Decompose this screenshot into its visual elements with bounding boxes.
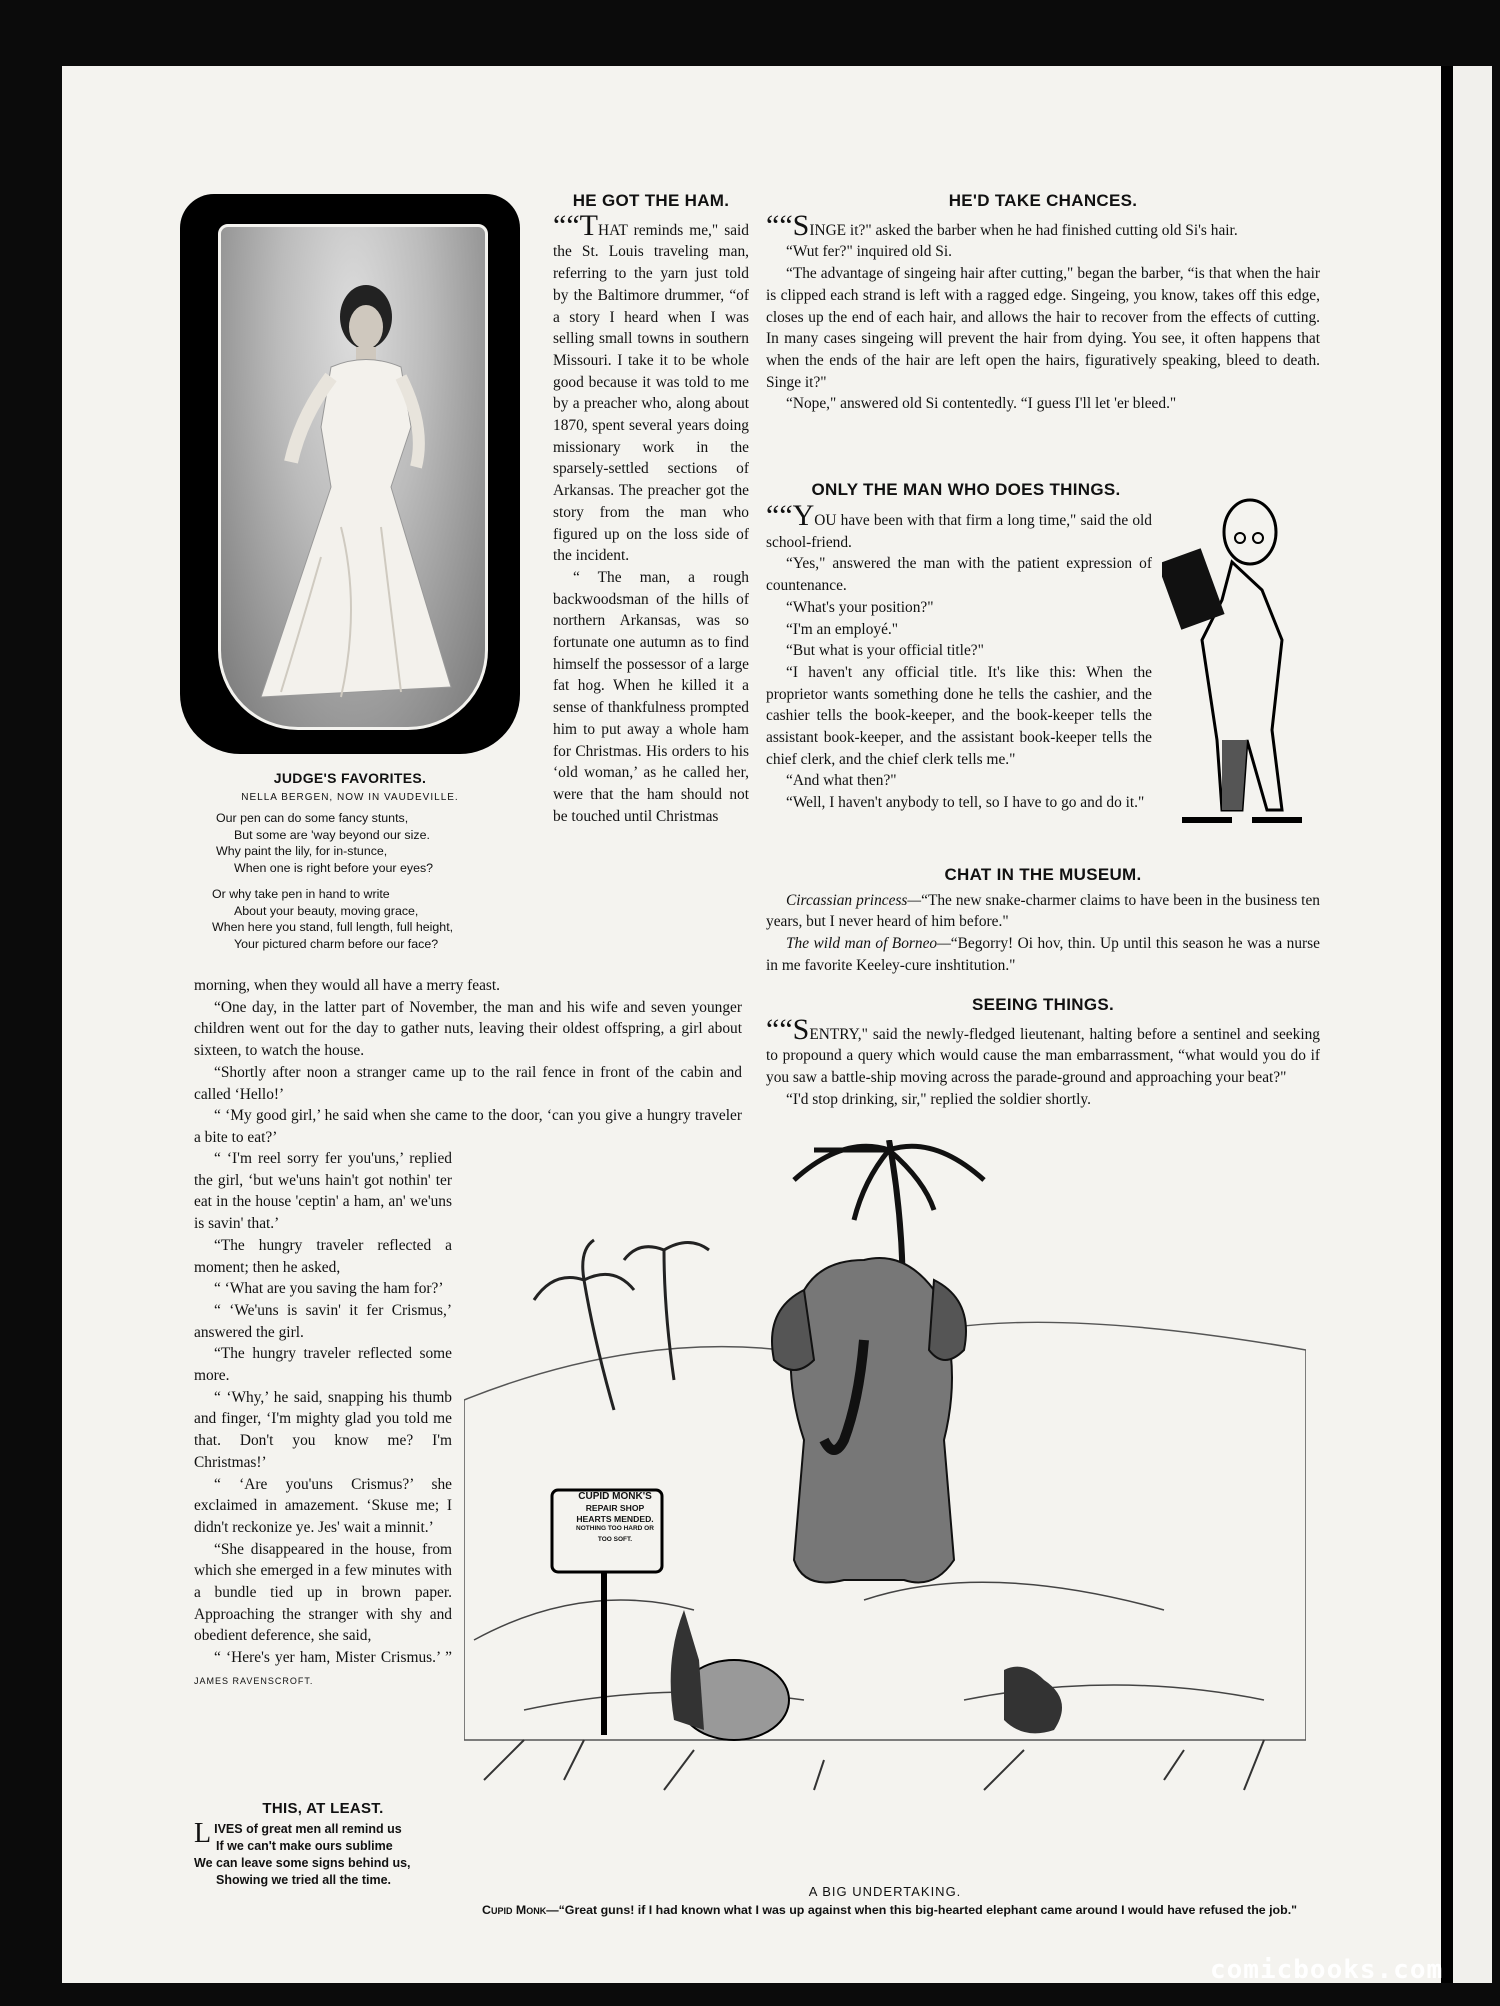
- article-paragraph: “ ‘Are you'uns Crismus?’ she exclaimed in amazement. ‘Skuse me; I didn't reckonize ye. Jes' wait a minnit.’: [194, 1475, 452, 1536]
- article-paragraph: Circassian princess—“The new snake-charmer claims to have been in the business ten years, but I never heard of him before.": [766, 891, 1320, 931]
- article-title: SEEING THINGS.: [971, 995, 1115, 1014]
- article-title: ONLY THE MAN WHO DOES THINGS.: [811, 480, 1121, 499]
- drop-cap: ““T: [553, 208, 598, 242]
- drop-cap: ““S: [766, 1012, 810, 1046]
- article-paragraph: morning, when they would all have a merry feast.: [194, 977, 501, 994]
- article-seeing-things: [766, 994, 1320, 1111]
- poem-line: We can leave some signs behind us,: [194, 1856, 411, 1870]
- article-paragraph: “ ‘We'uns is savin' it fer Crismus,’ answered the girl.: [194, 1301, 452, 1341]
- poem-this-at-least: [194, 1800, 452, 1889]
- portrait-photo: [218, 224, 488, 730]
- article-title: HE GOT THE HAM.: [572, 191, 730, 210]
- article-paragraph: “The hungry traveler reflected some more.: [194, 1345, 452, 1385]
- site-watermark: comicbooks.com: [1210, 1955, 1444, 1985]
- article-paragraph: ““THAT reminds me," said the St. Louis traveling man, referring to the yarn just told by the Baltimore drummer, “of a story I heard when I was selling small towns in southern Missouri. I take it to be whole good because it was told to me by a preacher who, along about 1870, spent several years doing missionary work in the sparsely-settled sections of Arkansas. The preacher got the story from the man who figured up on the loss side of the incident.: [553, 208, 749, 565]
- portrait-poem: [212, 810, 532, 952]
- article-paragraph: “I'd stop drinking, sir," replied the soldier shortly.: [786, 1090, 1091, 1108]
- sign-line: TOO SOFT.: [597, 1536, 633, 1544]
- article-paragraph: ““SINGE it?" asked the barber when he had finished cutting old Si's hair.: [766, 208, 1238, 242]
- portrait-title: JUDGE'S FAVORITES.: [273, 770, 427, 786]
- article-paragraph: “ ‘My good girl,’ he said when she came to the door, ‘can you give a hungry traveler a bite to eat?’: [194, 1107, 742, 1146]
- article-paragraph: “She disappeared in the house, from which she emerged in a few minutes with a bundle tied up in brown paper. Approaching the stranger with shy and obedient deference, she said,: [194, 1540, 452, 1645]
- article-paragraph: “One day, in the latter part of November, the man and his wife and seven younger children went out for the day to gather nuts, leaving their oldest offspring, a girl about sixteen, to watch the house.: [194, 998, 742, 1060]
- portrait-frame: [180, 194, 520, 754]
- article-paragraph: “Nope," answered old Si contentedly. “I guess I'll let 'er bleed.": [786, 395, 1177, 413]
- article-paragraph: “ ‘What are you saving the ham for?’: [214, 1280, 444, 1298]
- article-only-the-man: [766, 499, 1152, 814]
- article-he-got-the-ham-narrow: [194, 1148, 452, 1693]
- article-paragraph: “The advantage of singeing hair after cutting," began the barber, “is that when the hair is clipped each strand is left with a ragged edge. Singeing, you know, takes off this edge, closes up the end of each hair, and allows the hair to recover from the effects of cutting. In many cases singeing will prevent the hair from dying. You see, it often happens that when the ends of the hair are left open the hairs, figuratively speaking, bleed to death. Singe it?": [766, 265, 1320, 391]
- poem-title: THIS, AT LEAST.: [262, 1800, 384, 1817]
- poem-line: Why paint the lily, for in-stunce,: [216, 844, 388, 858]
- article-paragraph: The wild man of Borneo—“Begorry! Oi hov, thin. Up until this season he was a nurse in me favorite Keeley-cure inshtitution.": [766, 935, 1320, 974]
- poem-line: Your pictured charm before our face?: [234, 936, 439, 951]
- drop-cap: ““Y: [766, 499, 815, 532]
- drop-cap: L: [194, 1818, 212, 1849]
- cartoon-caption: Cupid Monk—“Great guns! if I had known what I was up against when this big-hearted elephant came around I would have refused the job.": [482, 1903, 1298, 1917]
- speaker: Cupid Monk—: [482, 1903, 559, 1917]
- poem-line: About your beauty, moving grace,: [234, 903, 419, 918]
- poem-line: When one is right before your eyes?: [234, 860, 434, 875]
- speaker: The wild man of Borneo—: [786, 935, 951, 953]
- author-signature: JAMES RAVENSCROFT.: [194, 1675, 314, 1686]
- portrait-subtitle: NELLA BERGEN, NOW IN VAUDEVILLE.: [241, 792, 459, 803]
- article-paragraph: “I'm an employé.": [786, 620, 899, 638]
- sign-line: NOTHING TOO HARD OR: [576, 1525, 654, 1533]
- article-paragraph: “Well, I haven't anybody to tell, so I have to go and do it.": [786, 794, 1145, 812]
- article-title: HE'D TAKE CHANCES.: [948, 191, 1138, 210]
- article-paragraph: ““SENTRY," said the newly-fledged lieutenant, halting before a sentinel and seeking to propound a query which would cause the man embarrassment, “what would you do if you saw a battle-ship moving across the parade-ground and approaching your beat?": [766, 1012, 1320, 1087]
- article-hed-take-chances: [766, 190, 1320, 415]
- article-he-got-the-ham: [553, 190, 749, 827]
- article-paragraph: “ ‘Here's yer ham, Mister Crismus.’ ” JAMES RAVENSCROFT.: [194, 1649, 452, 1686]
- page-gutter: [1441, 66, 1453, 1983]
- woman-in-gown-illustration: [221, 227, 485, 727]
- clerk-illustration: [1162, 490, 1318, 830]
- poem-line: Or why take pen in hand to write: [212, 887, 390, 901]
- article-paragraph: “ ‘Why,’ he said, snapping his thumb and finger, ‘I'm mighty glad you told me that. Don't you know me? I'm Christmas!’: [194, 1388, 452, 1471]
- article-paragraph: “I haven't any official title. It's like this: When the proprietor wants something done he tells the cashier, and the cashier tells the book-keeper, and the book-keeper tells the assistant book-keeper, and the assistant book-keeper tells the chief clerk, and the chief clerk tells me.": [766, 663, 1152, 768]
- article-paragraph: “But what is your official title?": [786, 642, 984, 660]
- article-paragraph: “The hungry traveler reflected a moment; then he asked,: [194, 1236, 452, 1276]
- sign-line: CUPID MONK'S: [578, 1491, 652, 1502]
- repair-shop-sign: [562, 1492, 668, 1546]
- speaker: Circassian princess—: [786, 891, 922, 909]
- sign-line: HEARTS MENDED.: [576, 1513, 654, 1524]
- article-title: CHAT IN THE MUSEUM.: [944, 865, 1142, 884]
- cartoon-title: A BIG UNDERTAKING.: [808, 1884, 962, 1899]
- article-paragraph: “ The man, a rough backwoodsman of the hills of northern Arkansas, was so fortunate one autumn as to find himself the possessor of a large fat hog. When he killed it a sense of thankfulness prompted him to put away a whole ham for Christmas. His orders to his ‘old woman,’ as he called her, were that the ham should not be touched until Christmas: [553, 568, 749, 825]
- article-paragraph: “Wut fer?" inquired old Si.: [786, 243, 952, 261]
- poem-line: If we can't make ours sublime: [216, 1839, 393, 1853]
- poem-line: Showing we tried all the time.: [216, 1873, 392, 1887]
- article-paragraph: “Shortly after noon a stranger came up to the rail fence in front of the cabin and called ‘Hello!’: [194, 1063, 742, 1103]
- article-paragraph: “ ‘I'm reel sorry fer you'uns,’ replied the girl, ‘but we'uns hain't got nothin' ter eat in the house 'ceptin' a ham, an' we'uns is savin' that.’: [194, 1150, 452, 1233]
- sign-line: REPAIR SHOP: [585, 1502, 645, 1513]
- article-he-got-the-ham-wide: [194, 975, 742, 1149]
- poem-line: But some are 'way beyond our size.: [234, 827, 430, 842]
- drop-cap: ““S: [766, 208, 810, 242]
- article-chat-in-the-museum: [766, 864, 1320, 977]
- poem-line: Our pen can do some fancy stunts,: [216, 811, 409, 825]
- poem-line: When here you stand, full length, full height,: [212, 920, 454, 934]
- poem-line: LIVES of great men all remind us: [194, 1818, 402, 1849]
- article-paragraph: “Yes," answered the man with the patient expression of countenance.: [766, 555, 1152, 595]
- article-paragraph: “What's your position?": [786, 598, 934, 616]
- article-paragraph: “And what then?": [786, 772, 897, 790]
- article-paragraph: ““YOU have been with that firm a long time," said the old school-friend.: [766, 499, 1152, 551]
- next-page-edge: [1452, 66, 1492, 1983]
